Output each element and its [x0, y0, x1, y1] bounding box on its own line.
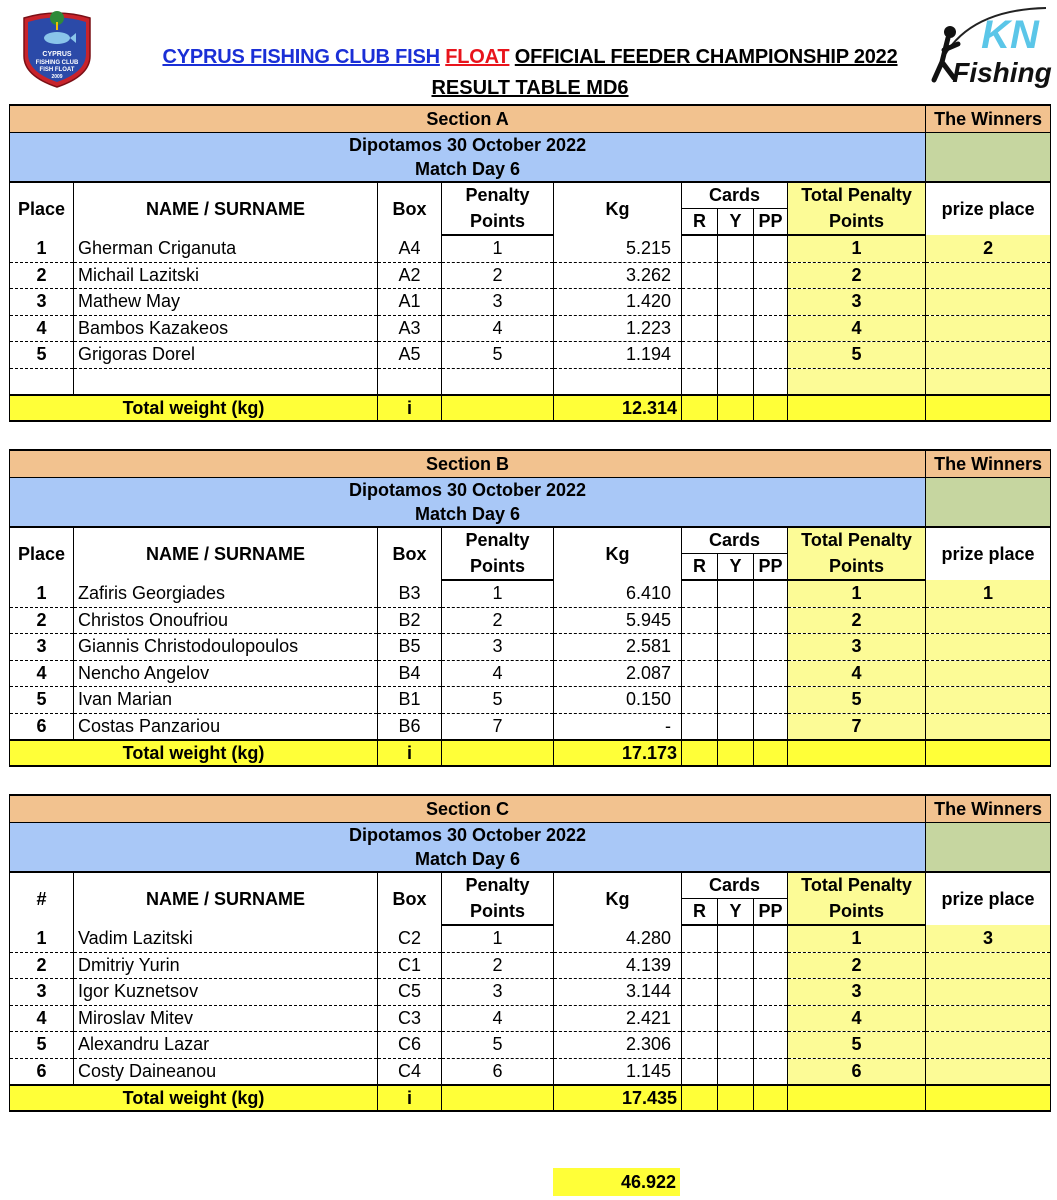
section-table	[9, 449, 1051, 767]
match-date-cell	[10, 133, 926, 183]
logo-left-text-1: CYPRUS	[42, 51, 72, 58]
penalty-points-cell: 3	[442, 634, 554, 661]
penalty-points-cell: 2	[442, 952, 554, 979]
col-header-penalty-points: Points	[442, 899, 554, 926]
winners-label: The Winners	[926, 105, 1051, 133]
card-r-cell	[682, 660, 718, 687]
prize-place-cell	[926, 262, 1051, 289]
penalty-points-cell: 3	[442, 979, 554, 1006]
weight-cell: 4.280	[554, 925, 682, 952]
col-header-penalty: Penalty	[442, 872, 554, 899]
penalty-points-cell: 4	[442, 315, 554, 342]
box-cell	[378, 368, 442, 395]
grand-total-weight: 46.922	[553, 1168, 680, 1196]
total-card-pp	[754, 1085, 788, 1111]
angler-name: Miroslav Mitev	[74, 1005, 378, 1032]
angler-name: Grigoras Dorel	[74, 342, 378, 369]
table-row	[10, 687, 1051, 714]
total-card-pp	[754, 395, 788, 421]
section-title: Section B	[10, 450, 926, 478]
total-card-y	[718, 395, 754, 421]
box-cell: B3	[378, 580, 442, 607]
total-card-y	[718, 1085, 754, 1111]
total-penalty-cell: 3	[788, 289, 926, 316]
table-row	[10, 580, 1051, 607]
logo-right-text-kn: KN	[981, 13, 1039, 57]
place-cell: 5	[10, 342, 74, 369]
total-weight-value: 17.173	[554, 740, 682, 766]
box-cell: B5	[378, 634, 442, 661]
card-y-cell	[718, 289, 754, 316]
card-pp-cell	[754, 315, 788, 342]
title-float: FLOAT	[445, 46, 510, 68]
total-weight-value: 17.435	[554, 1085, 682, 1111]
table-row	[10, 1032, 1051, 1059]
table-row	[10, 713, 1051, 740]
weight-cell: 1.223	[554, 315, 682, 342]
total-penalty-cell: 7	[788, 713, 926, 740]
title-club-name: CYPRUS FISHING CLUB FISH	[162, 46, 440, 68]
logo-left-text-4: 2009	[51, 74, 63, 80]
winners-label: The Winners	[926, 795, 1051, 823]
table-row	[10, 925, 1051, 952]
table-row	[10, 607, 1051, 634]
total-weight-label: Total weight (kg)	[10, 1085, 378, 1111]
col-header-kg: Kg	[554, 182, 682, 235]
card-r-cell	[682, 979, 718, 1006]
card-pp-cell	[754, 925, 788, 952]
card-pp-cell	[754, 289, 788, 316]
prize-place-cell	[926, 713, 1051, 740]
weight-cell: 1.194	[554, 342, 682, 369]
place-cell: 5	[10, 1032, 74, 1059]
weight-cell: 2.306	[554, 1032, 682, 1059]
total-points-empty	[788, 740, 926, 766]
cyprus-fishing-club-fish-float-logo	[18, 8, 96, 88]
total-penalty-cell: 3	[788, 634, 926, 661]
total-card-r	[682, 740, 718, 766]
total-penalty-cell: 2	[788, 952, 926, 979]
page-title	[100, 46, 960, 69]
card-y-cell	[718, 952, 754, 979]
col-header-card-r: R	[682, 209, 718, 236]
card-r-cell	[682, 262, 718, 289]
place-cell	[10, 368, 74, 395]
weight-cell: 1.420	[554, 289, 682, 316]
place-cell: 3	[10, 289, 74, 316]
col-header-name: NAME / SURNAME	[74, 527, 378, 580]
winners-band	[926, 823, 1051, 873]
weight-cell: 3.144	[554, 979, 682, 1006]
card-pp-cell	[754, 979, 788, 1006]
total-penalty-cell: 5	[788, 1032, 926, 1059]
match-location-date: Dipotamos 30 October 2022	[348, 825, 587, 845]
card-pp-cell	[754, 580, 788, 607]
total-penalty-cell: 6	[788, 1058, 926, 1085]
box-cell: A4	[378, 235, 442, 262]
col-header-card-y: Y	[718, 209, 754, 236]
total-prize-empty	[926, 1085, 1051, 1111]
prize-place-cell	[926, 1032, 1051, 1059]
penalty-points-cell: 2	[442, 262, 554, 289]
card-r-cell	[682, 687, 718, 714]
card-y-cell	[718, 1058, 754, 1085]
match-location-date: Dipotamos 30 October 2022	[348, 480, 587, 500]
total-penalty-cell: 4	[788, 660, 926, 687]
card-r-cell	[682, 315, 718, 342]
card-r-cell	[682, 1032, 718, 1059]
prize-place-cell: 1	[926, 580, 1051, 607]
total-card-r	[682, 1085, 718, 1111]
place-cell: 2	[10, 952, 74, 979]
col-header-card-r: R	[682, 899, 718, 926]
card-r-cell	[682, 925, 718, 952]
col-header-prize-place: prize place	[926, 182, 1051, 235]
card-r-cell	[682, 1058, 718, 1085]
prize-place-cell: 3	[926, 925, 1051, 952]
table-row	[10, 235, 1051, 262]
prize-place-cell	[926, 1005, 1051, 1032]
place-cell: 2	[10, 262, 74, 289]
card-y-cell	[718, 580, 754, 607]
col-header-penalty-points: Points	[442, 209, 554, 236]
winners-label: The Winners	[926, 450, 1051, 478]
angler-name: Giannis Christodoulopoulos	[74, 634, 378, 661]
place-cell: 6	[10, 713, 74, 740]
angler-name: Alexandru Lazar	[74, 1032, 378, 1059]
total-penalty-empty	[442, 740, 554, 766]
prize-place-cell	[926, 342, 1051, 369]
prize-place-cell	[926, 979, 1051, 1006]
card-y-cell	[718, 979, 754, 1006]
page-subtitle: RESULT TABLE MD6	[431, 77, 629, 99]
box-cell: A1	[378, 289, 442, 316]
card-r-cell	[682, 289, 718, 316]
weight-cell: 5.945	[554, 607, 682, 634]
total-penalty-cell: 4	[788, 315, 926, 342]
table-row	[10, 342, 1051, 369]
penalty-points-cell	[442, 368, 554, 395]
total-penalty-empty	[442, 1085, 554, 1111]
card-y-cell	[718, 713, 754, 740]
match-date-cell	[10, 823, 926, 873]
prize-place-cell	[926, 607, 1051, 634]
place-cell: 1	[10, 580, 74, 607]
card-pp-cell	[754, 1005, 788, 1032]
weight-cell: -	[554, 713, 682, 740]
card-y-cell	[718, 1032, 754, 1059]
logo-right-text-fishing: Fishing	[952, 57, 1052, 88]
angler-name: Mathew May	[74, 289, 378, 316]
prize-place-cell	[926, 660, 1051, 687]
weight-cell: 3.262	[554, 262, 682, 289]
table-row	[10, 979, 1051, 1006]
col-header-card-r: R	[682, 554, 718, 581]
card-r-cell	[682, 713, 718, 740]
col-header-total-points: Points	[788, 554, 926, 581]
card-pp-cell	[754, 687, 788, 714]
penalty-points-cell: 5	[442, 687, 554, 714]
place-cell: 2	[10, 607, 74, 634]
col-header-place: Place	[10, 182, 74, 235]
box-cell: B6	[378, 713, 442, 740]
col-header-prize-place: prize place	[926, 872, 1051, 925]
weight-cell	[554, 368, 682, 395]
box-cell: C4	[378, 1058, 442, 1085]
place-cell: 6	[10, 1058, 74, 1085]
angler-name: Michail Lazitski	[74, 262, 378, 289]
table-row	[10, 262, 1051, 289]
card-r-cell	[682, 342, 718, 369]
total-i-cell: i	[378, 395, 442, 421]
col-header-place: #	[10, 872, 74, 925]
total-penalty-cell: 1	[788, 235, 926, 262]
angler-name: Gherman Criganuta	[74, 235, 378, 262]
card-r-cell	[682, 1005, 718, 1032]
total-penalty-cell: 2	[788, 262, 926, 289]
penalty-points-cell: 1	[442, 580, 554, 607]
card-y-cell	[718, 262, 754, 289]
total-penalty-cell: 5	[788, 342, 926, 369]
angler-name: Dmitriy Yurin	[74, 952, 378, 979]
table-row	[10, 634, 1051, 661]
card-y-cell	[718, 235, 754, 262]
box-cell: B1	[378, 687, 442, 714]
prize-place-cell: 2	[926, 235, 1051, 262]
total-penalty-cell: 1	[788, 925, 926, 952]
box-cell: C3	[378, 1005, 442, 1032]
col-header-name: NAME / SURNAME	[74, 872, 378, 925]
col-header-box: Box	[378, 872, 442, 925]
total-prize-empty	[926, 740, 1051, 766]
table-row	[10, 952, 1051, 979]
card-r-cell	[682, 368, 718, 395]
box-cell: C5	[378, 979, 442, 1006]
prize-place-cell	[926, 368, 1051, 395]
col-header-total-penalty: Total Penalty	[788, 182, 926, 209]
angler-name: Igor Kuznetsov	[74, 979, 378, 1006]
place-cell: 1	[10, 925, 74, 952]
logo-left-text-3: FISH FLOAT	[39, 67, 75, 73]
box-cell: C1	[378, 952, 442, 979]
penalty-points-cell: 2	[442, 607, 554, 634]
penalty-points-cell: 5	[442, 342, 554, 369]
place-cell: 4	[10, 315, 74, 342]
section-title: Section A	[10, 105, 926, 133]
match-location-date: Dipotamos 30 October 2022	[349, 135, 587, 155]
col-header-card-pp: PP	[754, 209, 788, 236]
col-header-prize-place: prize place	[926, 527, 1051, 580]
col-header-total-points: Points	[788, 209, 926, 236]
card-pp-cell	[754, 607, 788, 634]
angler-name: Vadim Lazitski	[74, 925, 378, 952]
place-cell: 4	[10, 1005, 74, 1032]
col-header-penalty-points: Points	[442, 554, 554, 581]
angler-name: Ivan Marian	[74, 687, 378, 714]
weight-cell: 4.139	[554, 952, 682, 979]
card-y-cell	[718, 925, 754, 952]
weight-cell: 6.410	[554, 580, 682, 607]
prize-place-cell	[926, 634, 1051, 661]
section-table	[9, 104, 1051, 422]
col-header-kg: Kg	[554, 527, 682, 580]
card-r-cell	[682, 952, 718, 979]
place-cell: 5	[10, 687, 74, 714]
col-header-name: NAME / SURNAME	[74, 182, 378, 235]
card-pp-cell	[754, 952, 788, 979]
card-pp-cell	[754, 1058, 788, 1085]
card-y-cell	[718, 607, 754, 634]
col-header-card-pp: PP	[754, 899, 788, 926]
weight-cell: 2.087	[554, 660, 682, 687]
total-weight-label: Total weight (kg)	[10, 395, 378, 421]
box-cell: A5	[378, 342, 442, 369]
prize-place-cell	[926, 687, 1051, 714]
col-header-penalty: Penalty	[442, 182, 554, 209]
col-header-card-y: Y	[718, 554, 754, 581]
table-row	[10, 289, 1051, 316]
penalty-points-cell: 1	[442, 925, 554, 952]
penalty-points-cell: 4	[442, 660, 554, 687]
total-weight-value: 12.314	[554, 395, 682, 421]
table-row	[10, 1005, 1051, 1032]
prize-place-cell	[926, 315, 1051, 342]
box-cell: C2	[378, 925, 442, 952]
total-penalty-cell	[788, 368, 926, 395]
penalty-points-cell: 1	[442, 235, 554, 262]
weight-cell: 2.581	[554, 634, 682, 661]
card-pp-cell	[754, 1032, 788, 1059]
table-row	[10, 368, 1051, 395]
total-points-empty	[788, 395, 926, 421]
card-r-cell	[682, 580, 718, 607]
card-pp-cell	[754, 235, 788, 262]
total-card-y	[718, 740, 754, 766]
prize-place-cell	[926, 289, 1051, 316]
col-header-total-penalty: Total Penalty	[788, 527, 926, 554]
total-penalty-cell: 1	[788, 580, 926, 607]
match-day-label: Match Day 6	[415, 159, 521, 179]
col-header-cards: Cards	[682, 182, 788, 209]
angler-name	[74, 368, 378, 395]
card-pp-cell	[754, 262, 788, 289]
angler-name: Nencho Angelov	[74, 660, 378, 687]
table-row	[10, 1058, 1051, 1085]
penalty-points-cell: 3	[442, 289, 554, 316]
penalty-points-cell: 6	[442, 1058, 554, 1085]
title-championship: OFFICIAL FEEDER CHAMPIONSHIP 2022	[514, 46, 898, 68]
box-cell: A3	[378, 315, 442, 342]
angler-name: Bambos Kazakeos	[74, 315, 378, 342]
total-penalty-empty	[442, 395, 554, 421]
card-y-cell	[718, 368, 754, 395]
col-header-box: Box	[378, 527, 442, 580]
logo-left-text-2: FISHING CLUB	[35, 60, 79, 66]
card-y-cell	[718, 634, 754, 661]
card-pp-cell	[754, 368, 788, 395]
weight-cell: 5.215	[554, 235, 682, 262]
total-card-r	[682, 395, 718, 421]
section-table	[9, 794, 1051, 1112]
angler-name: Christos Onoufriou	[74, 607, 378, 634]
col-header-penalty: Penalty	[442, 527, 554, 554]
card-pp-cell	[754, 342, 788, 369]
col-header-card-pp: PP	[754, 554, 788, 581]
col-header-cards: Cards	[682, 872, 788, 899]
col-header-total-penalty: Total Penalty	[788, 872, 926, 899]
col-header-total-points: Points	[788, 899, 926, 926]
total-penalty-cell: 3	[788, 979, 926, 1006]
total-card-pp	[754, 740, 788, 766]
match-date-cell	[10, 478, 926, 528]
total-prize-empty	[926, 395, 1051, 421]
angler-name: Zafiris Georgiades	[74, 580, 378, 607]
card-y-cell	[718, 315, 754, 342]
col-header-place: Place	[10, 527, 74, 580]
card-y-cell	[718, 660, 754, 687]
total-i-cell: i	[378, 740, 442, 766]
prize-place-cell	[926, 1058, 1051, 1085]
col-header-cards: Cards	[682, 527, 788, 554]
card-r-cell	[682, 235, 718, 262]
total-penalty-cell: 2	[788, 607, 926, 634]
penalty-points-cell: 5	[442, 1032, 554, 1059]
box-cell: B2	[378, 607, 442, 634]
col-header-card-y: Y	[718, 899, 754, 926]
total-i-cell: i	[378, 1085, 442, 1111]
match-day-label: Match Day 6	[415, 849, 521, 869]
col-header-box: Box	[378, 182, 442, 235]
weight-cell: 1.145	[554, 1058, 682, 1085]
winners-band	[926, 133, 1051, 183]
card-pp-cell	[754, 634, 788, 661]
winners-band	[926, 478, 1051, 528]
card-y-cell	[718, 1005, 754, 1032]
weight-cell: 0.150	[554, 687, 682, 714]
box-cell: B4	[378, 660, 442, 687]
table-row	[10, 660, 1051, 687]
penalty-points-cell: 4	[442, 1005, 554, 1032]
place-cell: 3	[10, 979, 74, 1006]
total-penalty-cell: 4	[788, 1005, 926, 1032]
weight-cell: 2.421	[554, 1005, 682, 1032]
total-weight-label: Total weight (kg)	[10, 740, 378, 766]
total-points-empty	[788, 1085, 926, 1111]
table-row	[10, 315, 1051, 342]
section-title: Section C	[10, 795, 926, 823]
card-pp-cell	[754, 660, 788, 687]
place-cell: 1	[10, 235, 74, 262]
place-cell: 3	[10, 634, 74, 661]
penalty-points-cell: 7	[442, 713, 554, 740]
match-day-label: Match Day 6	[415, 504, 521, 524]
card-r-cell	[682, 634, 718, 661]
total-penalty-cell: 5	[788, 687, 926, 714]
place-cell: 4	[10, 660, 74, 687]
prize-place-cell	[926, 952, 1051, 979]
box-cell: C6	[378, 1032, 442, 1059]
card-y-cell	[718, 342, 754, 369]
angler-name: Costy Daineanou	[74, 1058, 378, 1085]
box-cell: A2	[378, 262, 442, 289]
card-y-cell	[718, 687, 754, 714]
card-pp-cell	[754, 713, 788, 740]
card-r-cell	[682, 607, 718, 634]
angler-name: Costas Panzariou	[74, 713, 378, 740]
col-header-kg: Kg	[554, 872, 682, 925]
